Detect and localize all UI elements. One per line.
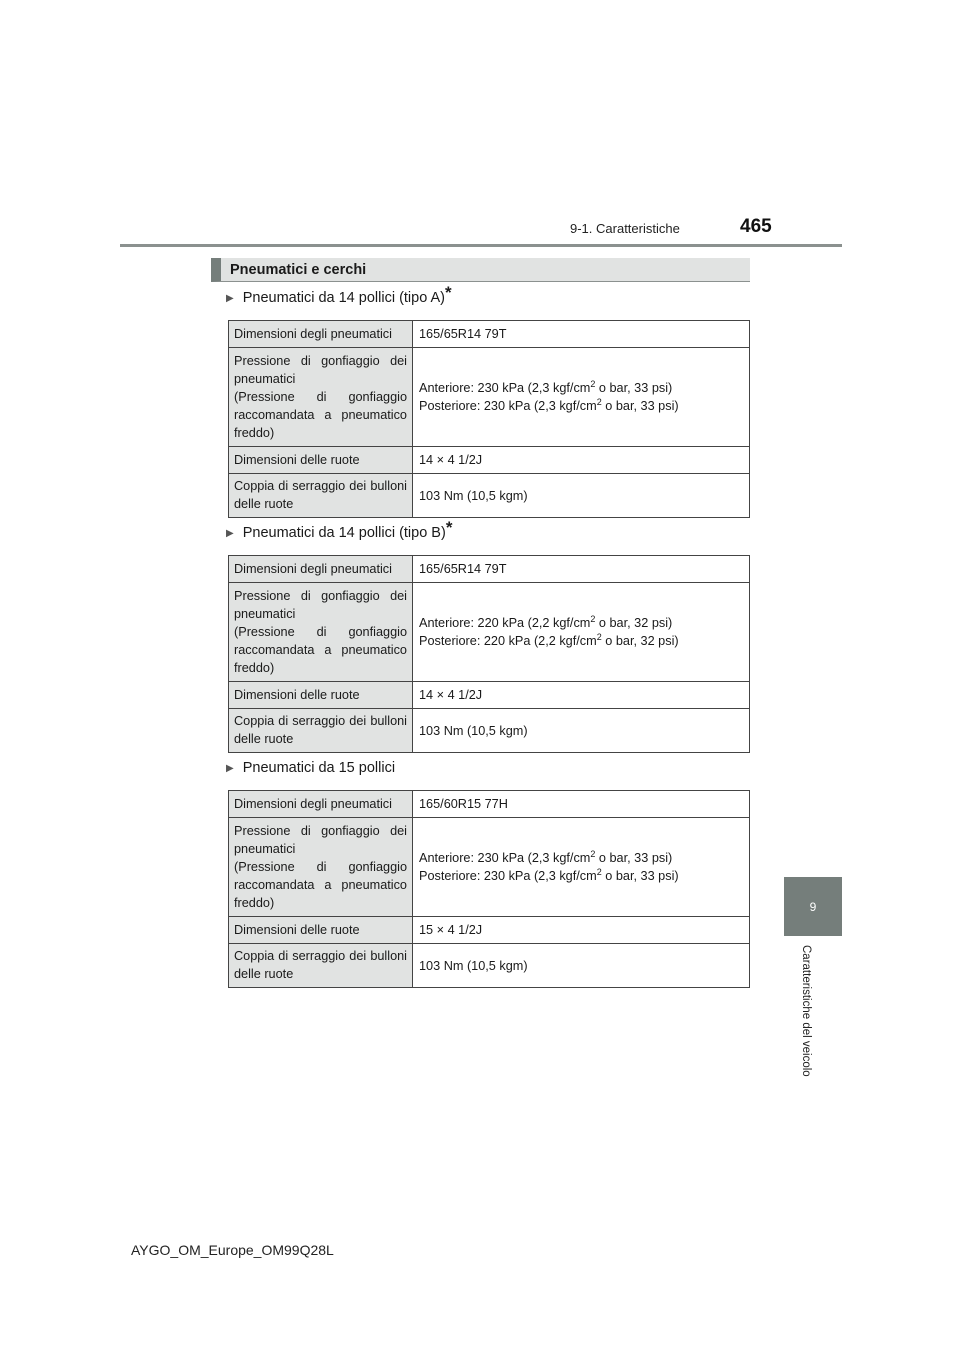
rear-pressure-text: o bar, 32 psi) (601, 634, 679, 648)
unit-exponent: 2 (590, 378, 596, 389)
front-pressure-text: Anteriore: 230 kPa (2,3 kgf/cm (419, 851, 591, 865)
pressure-note: (Pressione di gonfiaggio raccomandata a pneumatico freddo) (234, 625, 407, 675)
rear-pressure-text: Posteriore: 230 kPa (2,3 kgf/cm (419, 399, 597, 413)
unit-exponent: 2 (596, 631, 602, 642)
table-value: 103 Nm (10,5 kgm) (413, 474, 750, 518)
triangle-bullet-icon: ▶ (226, 528, 234, 539)
front-pressure (419, 378, 673, 395)
header-section-title: 9-1. Caratteristiche (570, 221, 680, 236)
table-value (413, 583, 750, 682)
front-pressure-text: o bar, 33 psi) (595, 381, 673, 395)
front-pressure-text: Anteriore: 230 kPa (2,3 kgf/cm (419, 381, 591, 395)
chapter-number: 9 (809, 899, 817, 914)
subsection-heading-14a (226, 283, 452, 306)
table-label: Dimensioni delle ruote (229, 447, 413, 474)
chapter-tab (784, 877, 842, 936)
triangle-bullet-icon: ▶ (226, 763, 234, 774)
chapter-title: Caratteristiche del veicolo (800, 945, 812, 1077)
triangle-bullet-icon: ▶ (226, 293, 234, 304)
document-footer-code: AYGO_OM_Europe_OM99Q28L (131, 1242, 334, 1258)
table-row (229, 709, 750, 753)
table-label (229, 583, 413, 682)
table-value: 15 × 4 1/2J (413, 917, 750, 944)
front-pressure-text: o bar, 32 psi) (595, 616, 673, 630)
table-row (229, 583, 750, 682)
table-value: 165/65R14 79T (413, 321, 750, 348)
table-value: 14 × 4 1/2J (413, 447, 750, 474)
rear-pressure-text: o bar, 33 psi) (601, 869, 679, 883)
table-value: 165/65R14 79T (413, 556, 750, 583)
table-row (229, 917, 750, 944)
rear-pressure (419, 631, 679, 648)
table-row (229, 321, 750, 348)
table-value: 103 Nm (10,5 kgm) (413, 709, 750, 753)
table-row (229, 791, 750, 818)
table-row (229, 474, 750, 518)
subsection-heading-text: Pneumatici da 14 pollici (tipo A) (242, 290, 446, 306)
table-label: Coppia di serraggio dei bulloni delle ruote (229, 709, 413, 753)
page-number: 465 (740, 216, 772, 237)
subsection-heading-text: Pneumatici da 15 pollici (242, 760, 396, 776)
table-value: 14 × 4 1/2J (413, 682, 750, 709)
subsection-heading-14b (226, 518, 453, 541)
unit-exponent: 2 (596, 866, 602, 877)
subsection-heading-15 (226, 760, 395, 776)
table-row (229, 682, 750, 709)
rear-pressure (419, 396, 679, 413)
footnote-mark: * (445, 518, 453, 537)
table-label: Dimensioni delle ruote (229, 682, 413, 709)
rear-pressure-text: Posteriore: 220 kPa (2,2 kgf/cm (419, 634, 597, 648)
front-pressure-text: o bar, 33 psi) (595, 851, 673, 865)
table-value (413, 818, 750, 917)
table-row (229, 944, 750, 988)
table-label: Dimensioni degli pneumatici (229, 321, 413, 348)
unit-exponent: 2 (590, 848, 596, 859)
rear-pressure-text: o bar, 33 psi) (601, 399, 679, 413)
header-divider (120, 244, 842, 247)
table-row (229, 348, 750, 447)
table-label: Coppia di serraggio dei bulloni delle ruote (229, 474, 413, 518)
footnote-mark: * (445, 283, 452, 302)
spec-table-15 (228, 790, 750, 988)
table-value: 103 Nm (10,5 kgm) (413, 944, 750, 988)
pressure-label: Pressione di gonfiaggio dei pneumatici (234, 354, 407, 386)
front-pressure (419, 848, 673, 865)
spec-table-14a (228, 320, 750, 518)
unit-exponent: 2 (590, 613, 596, 624)
table-value: 165/60R15 77H (413, 791, 750, 818)
pressure-label: Pressione di gonfiaggio dei pneumatici (234, 824, 407, 856)
subsection-heading-text: Pneumatici da 14 pollici (tipo B) (242, 525, 446, 541)
front-pressure-text: Anteriore: 220 kPa (2,2 kgf/cm (419, 616, 591, 630)
table-row (229, 556, 750, 583)
table-label: Dimensioni degli pneumatici (229, 791, 413, 818)
section-title: Pneumatici e cerchi (211, 258, 750, 282)
pressure-label: Pressione di gonfiaggio dei pneumatici (234, 589, 407, 621)
table-label (229, 818, 413, 917)
table-label: Dimensioni degli pneumatici (229, 556, 413, 583)
pressure-note: (Pressione di gonfiaggio raccomandata a pneumatico freddo) (234, 390, 407, 440)
pressure-note: (Pressione di gonfiaggio raccomandata a pneumatico freddo) (234, 860, 407, 910)
table-row (229, 447, 750, 474)
front-pressure (419, 613, 673, 630)
rear-pressure-text: Posteriore: 230 kPa (2,3 kgf/cm (419, 869, 597, 883)
table-row (229, 818, 750, 917)
table-value (413, 348, 750, 447)
rear-pressure (419, 866, 679, 883)
table-label: Coppia di serraggio dei bulloni delle ruote (229, 944, 413, 988)
unit-exponent: 2 (596, 396, 602, 407)
spec-table-14b (228, 555, 750, 753)
table-label: Dimensioni delle ruote (229, 917, 413, 944)
table-label (229, 348, 413, 447)
